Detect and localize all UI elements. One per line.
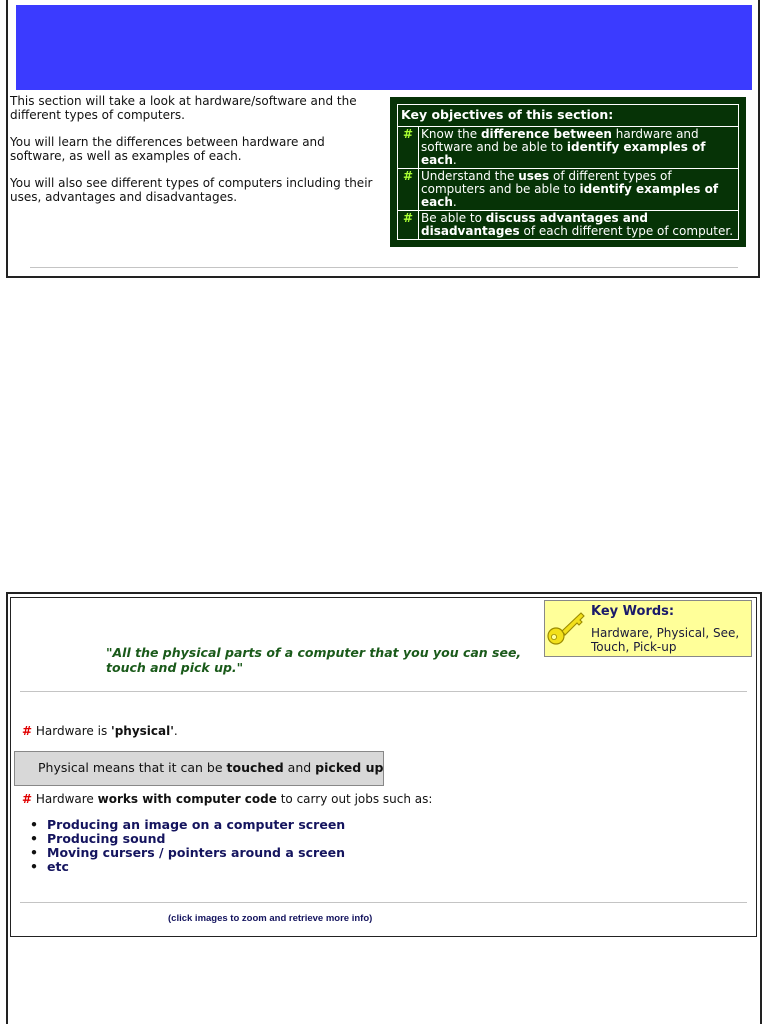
divider: [20, 691, 747, 692]
hardware-physical-line: # Hardware is 'physical'.: [22, 724, 178, 738]
key-icon: [546, 604, 586, 648]
objectives-heading: Key objectives of this section:: [398, 105, 739, 127]
zoom-hint: (click images to zoom and retrieve more info): [168, 913, 373, 924]
objective-row: [398, 127, 739, 169]
hardware-jobs-list: [26, 818, 345, 874]
hardware-definition-quote: "All the physical parts of a computer that you you can see, touch and pick up.": [106, 645, 522, 675]
list-item: • etc: [26, 860, 345, 874]
objectives-table: [397, 104, 739, 240]
key-words-list: Hardware, Physical, See, Touch, Pick-up: [591, 626, 740, 654]
key-words-title: Key Words:: [591, 604, 675, 619]
list-item: • Producing an image on a computer screen: [26, 818, 345, 832]
physical-note-text: Physical means that it can be touched and picked up: [38, 760, 384, 775]
objective-text: Understand the uses of different types of computers and be able to identify examples of each.: [419, 169, 739, 211]
hash-bullet: #: [22, 792, 33, 806]
intro-paragraph-2: You will learn the differences between hardware and software, as well as examples of each.: [10, 135, 325, 163]
objective-row: [398, 169, 739, 211]
list-item: • Producing sound: [26, 832, 345, 846]
objective-bullet: #: [398, 169, 419, 211]
intro-paragraph-3: You will also see different types of computers including their uses, advantages and disadvantages.: [10, 176, 373, 204]
objective-text: Be able to discuss advantages and disadvantages of each different type of computer.: [419, 211, 739, 240]
list-item: • Moving cursers / pointers around a screen: [26, 846, 345, 860]
objective-row: [398, 211, 739, 240]
objective-bullet: #: [398, 211, 419, 240]
divider: [20, 902, 747, 903]
objective-text: Know the difference between hardware and software and be able to identify examples of each.: [419, 127, 739, 169]
intro-paragraph-1: This section will take a look at hardware/software and the different types of computers.: [10, 94, 357, 122]
hash-bullet: #: [22, 724, 33, 738]
divider: [30, 267, 738, 268]
section-banner: [16, 5, 752, 90]
hardware-code-line: # Hardware works with computer code to carry out jobs such as:: [22, 792, 433, 806]
objective-bullet: #: [398, 127, 419, 169]
intro-text: [10, 94, 380, 217]
